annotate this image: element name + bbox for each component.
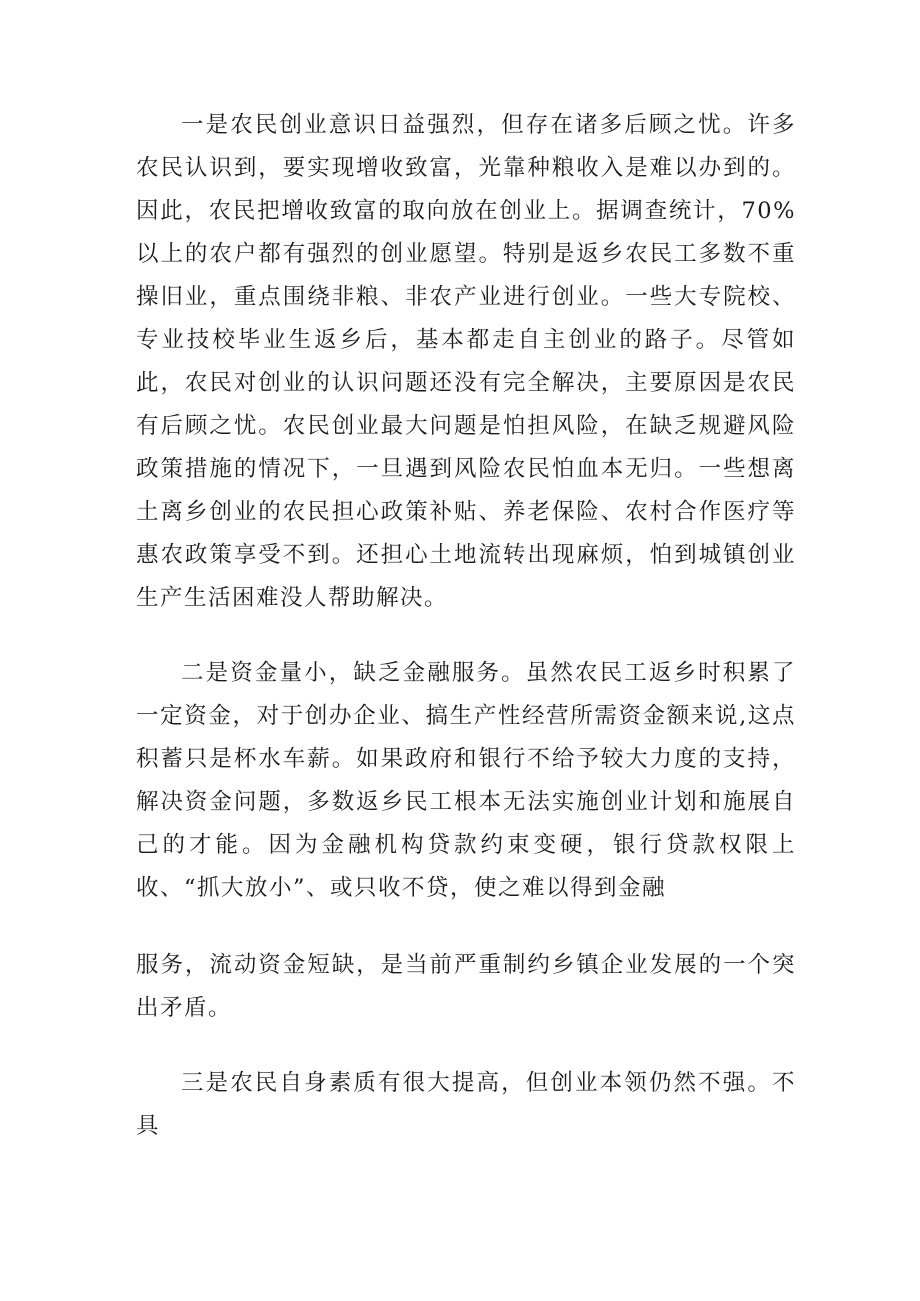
paragraph-1: 一是农民创业意识日益强烈，但存在诸多后顾之忧。许多农民认识到，要实现增收致富，光靠种粮收入是难以办到的。因此，农民把增收致富的取向放在创业上。据调查统计，70%以上的农户都有强烈的创业愿望。特别是返乡农民工多数不重操旧业，重点围绕非粮、非农产业进行创业。一些大专院校、专业技校毕业生返乡后，基本都走自主创业的路子。尽管如此，农民对创业的认识问题还没有完全解决，主要原因是农民有后顾之忧。农民创业最大问题是怕担风险，在缺乏规避风险政策措施的情况下，一旦遇到风险农民怕血本无归。一些想离土离乡创业的农民担心政策补贴、养老保险、农村合作医疗等惠农政策享受不到。还担心土地流转出现麻烦，怕到城镇创业生产生活困难没人帮助解决。 (136, 112, 796, 611)
paragraph-3: 服务，流动资金短缺，是当前严重制约乡镇企业发展的一个突出矛盾。 (136, 952, 796, 1021)
paragraph-4: 三是农民自身素质有很大提高，但创业本领仍然不强。不具 (136, 1070, 796, 1139)
paragraph-2: 二是资金量小，缺乏金融服务。虽然农民工返乡时积累了一定资金，对于创办企业、搞生产性经营所需资金额来说,这点积蓄只是杯水车薪。如果政府和银行不给予较大力度的支持，解决资金问题，多数返乡民工根本无法实施创业计划和施展自己的才能。因为金融机构贷款约束变硬，银行贷款权限上收、“抓大放小”、或只收不贷，使之难以得到金融 (136, 660, 796, 901)
document-page (136, 104, 796, 1148)
